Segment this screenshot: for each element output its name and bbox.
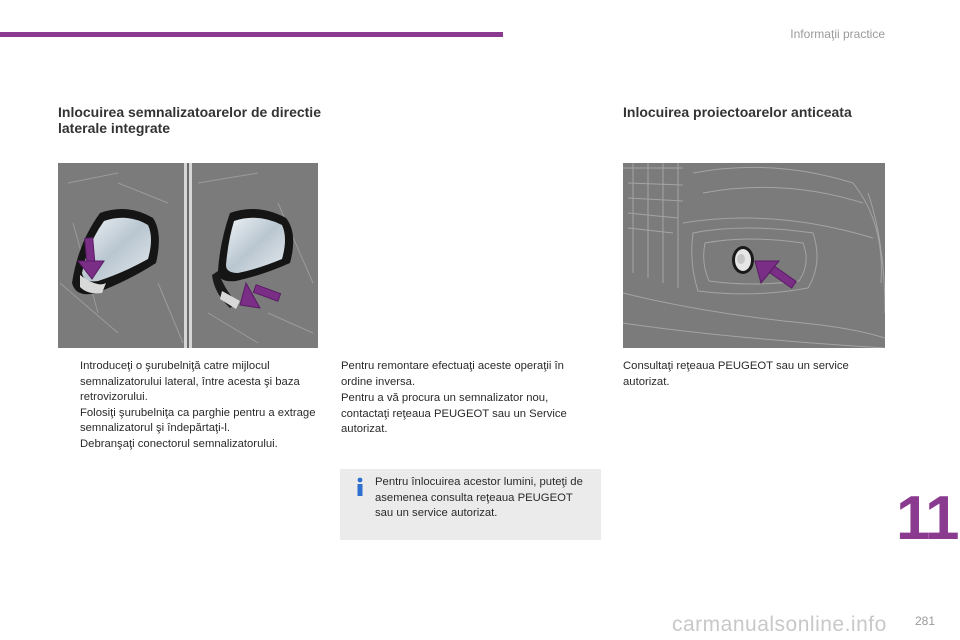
info-icon	[354, 477, 366, 497]
step-text: Folosiţi şurubelniţa ca parghie pentru a extrage semnalizatorul şi îndepărtaţi-l.	[80, 406, 316, 434]
purchase-paragraph: Pentru a vă procura un semnalizator nou, contactaţi reţeaua PEUGEOT sau un Service autorizat.	[341, 392, 567, 435]
heading-fog-lamps: Inlocuirea proiectoarelor anticeata	[623, 104, 852, 120]
section-color-bar	[0, 32, 503, 37]
list-item	[62, 437, 322, 453]
info-box	[340, 469, 601, 540]
info-text: Pentru înlocuirea acestor lumini, puteţi de asemenea consulta reţeaua PEUGEOT sau un service autorizat.	[375, 476, 583, 519]
procedure-steps-list	[62, 359, 322, 452]
fog-lamp-illustration	[623, 163, 885, 348]
step-text: Debranşaţi conectorul semnalizatorului.	[80, 437, 278, 450]
list-item	[62, 359, 322, 406]
chapter-number: 11	[896, 484, 958, 553]
page-number: 281	[915, 614, 936, 628]
heading-side-repeater: Inlocuirea semnalizatoarelor de directie laterale integrate	[58, 104, 321, 136]
step-text: Introduceţi o şurubelniţă catre mijlocul semnalizatorului lateral, între acesta şi baza retrovizorului.	[80, 360, 300, 403]
reassembly-paragraph: Pentru remontare efectuaţi aceste operaţii în ordine inversa.	[341, 360, 564, 388]
section-title: Informaţii practice	[790, 27, 885, 41]
watermark-text: carmanualsonline.info	[672, 613, 887, 636]
list-item	[62, 406, 322, 437]
mirror-removal-illustration	[58, 163, 318, 348]
fog-lamp-paragraph: Consultaţi reţeaua PEUGEOT sau un service autorizat.	[623, 360, 849, 388]
